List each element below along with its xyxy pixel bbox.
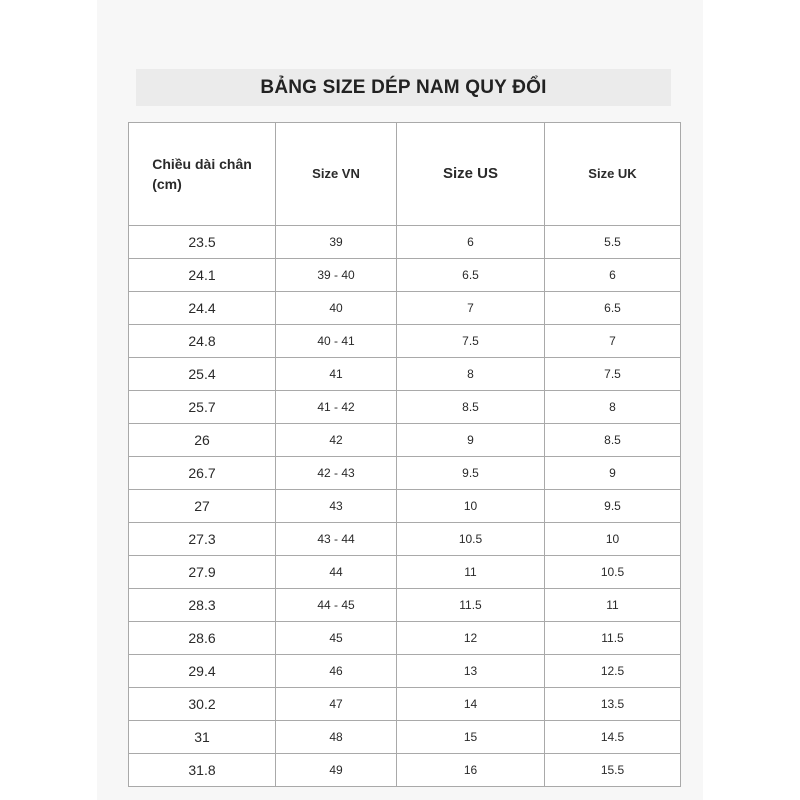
cell-foot-length: 28.3 bbox=[129, 589, 276, 622]
cell-size-uk: 8 bbox=[545, 391, 681, 424]
table-row bbox=[129, 259, 681, 292]
cell-foot-length: 25.7 bbox=[129, 391, 276, 424]
table-row bbox=[129, 391, 681, 424]
table-row bbox=[129, 325, 681, 358]
header-size-uk: Size UK bbox=[545, 123, 681, 226]
header-foot-length bbox=[129, 123, 276, 226]
cell-size-us: 11.5 bbox=[397, 589, 545, 622]
cell-size-vn: 42 bbox=[276, 424, 397, 457]
cell-foot-length: 24.4 bbox=[129, 292, 276, 325]
cell-size-vn: 43 - 44 bbox=[276, 523, 397, 556]
cell-foot-length: 26 bbox=[129, 424, 276, 457]
cell-foot-length: 23.5 bbox=[129, 226, 276, 259]
cell-size-uk: 11.5 bbox=[545, 622, 681, 655]
cell-size-vn: 46 bbox=[276, 655, 397, 688]
cell-size-uk: 9.5 bbox=[545, 490, 681, 523]
cell-size-us: 15 bbox=[397, 721, 545, 754]
cell-size-vn: 41 bbox=[276, 358, 397, 391]
cell-size-vn: 48 bbox=[276, 721, 397, 754]
cell-size-us: 7 bbox=[397, 292, 545, 325]
cell-size-us: 14 bbox=[397, 688, 545, 721]
cell-size-uk: 13.5 bbox=[545, 688, 681, 721]
cell-size-us: 6 bbox=[397, 226, 545, 259]
table-body bbox=[129, 226, 681, 787]
cell-size-uk: 9 bbox=[545, 457, 681, 490]
cell-foot-length: 26.7 bbox=[129, 457, 276, 490]
cell-foot-length: 27 bbox=[129, 490, 276, 523]
size-table bbox=[128, 122, 681, 787]
cell-size-uk: 10 bbox=[545, 523, 681, 556]
table-row bbox=[129, 424, 681, 457]
cell-foot-length: 31.8 bbox=[129, 754, 276, 787]
cell-size-uk: 6.5 bbox=[545, 292, 681, 325]
table-row bbox=[129, 622, 681, 655]
cell-size-vn: 40 bbox=[276, 292, 397, 325]
cell-size-uk: 7 bbox=[545, 325, 681, 358]
cell-size-uk: 12.5 bbox=[545, 655, 681, 688]
table-row bbox=[129, 556, 681, 589]
cell-size-uk: 10.5 bbox=[545, 556, 681, 589]
cell-foot-length: 25.4 bbox=[129, 358, 276, 391]
cell-size-vn: 47 bbox=[276, 688, 397, 721]
cell-size-us: 10.5 bbox=[397, 523, 545, 556]
header-size-vn: Size VN bbox=[276, 123, 397, 226]
cell-size-us: 6.5 bbox=[397, 259, 545, 292]
cell-size-vn: 45 bbox=[276, 622, 397, 655]
cell-foot-length: 31 bbox=[129, 721, 276, 754]
cell-size-uk: 15.5 bbox=[545, 754, 681, 787]
cell-size-uk: 7.5 bbox=[545, 358, 681, 391]
cell-foot-length: 30.2 bbox=[129, 688, 276, 721]
table-row bbox=[129, 523, 681, 556]
cell-size-vn: 42 - 43 bbox=[276, 457, 397, 490]
cell-foot-length: 29.4 bbox=[129, 655, 276, 688]
table-row bbox=[129, 655, 681, 688]
table-row bbox=[129, 688, 681, 721]
cell-size-us: 7.5 bbox=[397, 325, 545, 358]
cell-size-us: 10 bbox=[397, 490, 545, 523]
cell-size-vn: 49 bbox=[276, 754, 397, 787]
cell-size-us: 16 bbox=[397, 754, 545, 787]
cell-size-us: 9.5 bbox=[397, 457, 545, 490]
cell-size-us: 13 bbox=[397, 655, 545, 688]
table-row bbox=[129, 226, 681, 259]
cell-size-us: 9 bbox=[397, 424, 545, 457]
cell-size-vn: 40 - 41 bbox=[276, 325, 397, 358]
header-foot-length-line2: (cm) bbox=[152, 176, 182, 192]
cell-size-us: 8.5 bbox=[397, 391, 545, 424]
cell-size-uk: 8.5 bbox=[545, 424, 681, 457]
table-row bbox=[129, 358, 681, 391]
cell-size-vn: 44 bbox=[276, 556, 397, 589]
page-title: BẢNG SIZE DÉP NAM QUY ĐỔI bbox=[260, 76, 547, 98]
cell-foot-length: 28.6 bbox=[129, 622, 276, 655]
cell-size-vn: 43 bbox=[276, 490, 397, 523]
header-foot-length-label bbox=[152, 154, 252, 194]
cell-foot-length: 24.1 bbox=[129, 259, 276, 292]
cell-size-us: 12 bbox=[397, 622, 545, 655]
table-header-row bbox=[129, 123, 681, 226]
cell-foot-length: 24.8 bbox=[129, 325, 276, 358]
cell-foot-length: 27.9 bbox=[129, 556, 276, 589]
cell-foot-length: 27.3 bbox=[129, 523, 276, 556]
cell-size-vn: 39 - 40 bbox=[276, 259, 397, 292]
cell-size-uk: 5.5 bbox=[545, 226, 681, 259]
table-row bbox=[129, 457, 681, 490]
title-bar bbox=[136, 69, 671, 106]
cell-size-us: 8 bbox=[397, 358, 545, 391]
table-row bbox=[129, 292, 681, 325]
header-size-us: Size US bbox=[397, 123, 545, 226]
cell-size-vn: 39 bbox=[276, 226, 397, 259]
cell-size-uk: 14.5 bbox=[545, 721, 681, 754]
cell-size-us: 11 bbox=[397, 556, 545, 589]
cell-size-uk: 11 bbox=[545, 589, 681, 622]
table-row bbox=[129, 589, 681, 622]
cell-size-vn: 44 - 45 bbox=[276, 589, 397, 622]
cell-size-uk: 6 bbox=[545, 259, 681, 292]
table-row bbox=[129, 754, 681, 787]
table-row bbox=[129, 490, 681, 523]
table-row bbox=[129, 721, 681, 754]
cell-size-vn: 41 - 42 bbox=[276, 391, 397, 424]
header-foot-length-line1: Chiều dài chân bbox=[152, 156, 252, 172]
